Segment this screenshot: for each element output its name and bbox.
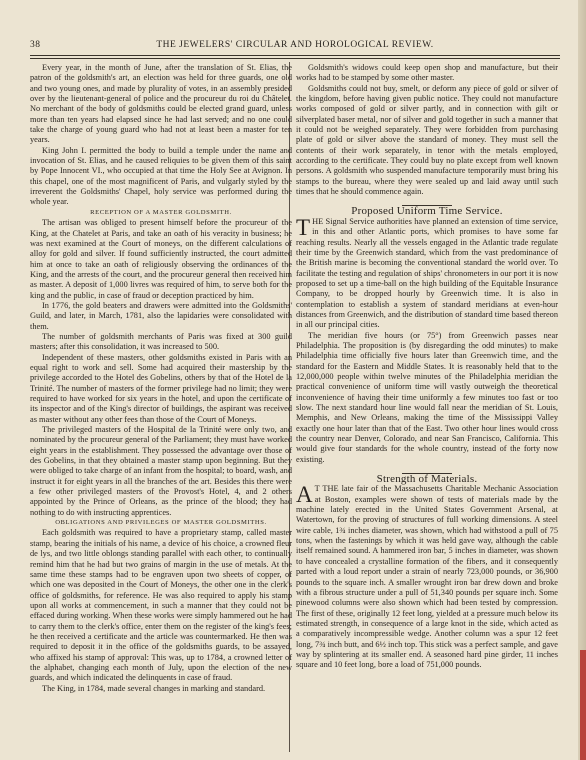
paragraph: Each goldsmith was required to have a proprietary stamp, called master stamp, bearing the initials of his name, a device of his choice, a crowned fleur de lys, and two little oblongs standing parallel with each other, to continually remind him that he had but two grains of margin in the use of metals. At the same time these stamps had to be engraven upon two sheets of copper, of which one was deposited in the Court of Moneys, the other one in the clerk's office of goldsmiths, for reference. He was also required to apply his stamp upon all works at commencement, in such a manner that they could not be effaced during working. When these works were simply hammered out he had to carry them to the clerk's office, enter them on the register of the king's fees; he then received a certificate and the article was countermarked. He then was required to deposit it in the office of the goldsmiths guards, to be assayed, who affixed his stamp of approval: This was, up to 1784, a crowned letter of the alphabet, changing each month of July, upon the election of the new guards, and which indicated the delinquents in case of fraud. bbox=[30, 528, 292, 683]
drop-cap: A bbox=[296, 482, 313, 508]
header-rule-2 bbox=[30, 58, 560, 59]
paragraph: The number of goldsmith merchants of Paris was fixed at 300 guild masters; after this consolidation, it was increased to 500. bbox=[30, 331, 292, 352]
page-number: 38 bbox=[30, 40, 41, 50]
binding-edge bbox=[580, 650, 586, 760]
drop-cap: T bbox=[296, 214, 311, 240]
paragraph: Goldsmiths could not buy, smelt, or deform any piece of gold or silver of the kingdom, before having given public notice. They could not manufacture works composed of gold or silver partly, and in connection with gilt or silverplated baser metal, nor of silver and gold together in such a manner that it could not be weighed separately. They were forbidden from purchasing plate of gold or silver above the standard of money. They must sell the contents of their work separately, in tenor with the metals employed, according to the certificate. They could buy no plate except from well known persons. A goldsmith who suspended manufacture temporarily must bring his stamps to the bureau, where they were sealed up and laid away until such times that he should commence again. bbox=[296, 83, 558, 197]
paragraph-text: T THE late fair of the Massachusetts Charitable Mechanic Association at Boston, examples were shown of tests of materials made by the machine lately erected in the United States Government Arsenal, at Watertown, for the proving of structures of full working dimensions. A steel wire cable, 1¾ inches diameter, was shown, which had withstood a pull of 75 tons, when the fastenings by which it was held gave way, although the cable itself remained sound. A hammered iron bar, 5 inches in diameter, was shown to have concealed a crystalline formation of the fibers, and it consequently parted with a loud report under a strain of nearly 723,000 pounds, or 36,900 pounds to the square inch. A smaller wrought iron bar drew down and broke with a fibrous structure under a pull of 51,340 pounds per square inch. Some pinewood columns were also shown which had been tested by compression. The first of these, originally 12 feet long, yielded at a pressure much below its estimated strength, in consequence of a large knot in the side, which acted as a comparatively incompressible wedge. Another column was a spur 12 feet long, 7¾ inch butt, and 6½ inch top. This stick was a perfect sample, and gave way by splintering at its smaller end. A seasoned hard pine girder, 11 inches square and 10 feet long, bore a load of 751,000 pounds. bbox=[296, 484, 558, 670]
paragraph bbox=[296, 484, 558, 670]
paragraph: In 1776, the gold beaters and drawers were admitted into the Goldsmiths' Guild, and later, in March, 1781, also the lapidaries were consolidated with them. bbox=[30, 300, 292, 331]
paragraph bbox=[296, 214, 558, 331]
right-column bbox=[296, 63, 558, 671]
paragraph: The privileged masters of the Hospital de la Trinité were only two, and nominated by the procureur general of the Parliament; they must have worked eight years in the establishment. They possessed the advantage over those of des Gobelins, in that they obtained a master stamp upon beginning. But they were obliged to take charge of an infant from the hospital; to board, wash, and instruct it for eight years in all the branches of the art. Besides this there were a few other privileged masters of the Provost's Hotel, 4, and 2 others appointed by the Prince of Orleans, as the prince of the blood; they had nothing to do with instructing apprentices. bbox=[30, 425, 292, 517]
paragraph: The King, in 1784, made several changes in marking and standard. bbox=[42, 683, 266, 693]
section-title-strength-materials: Strength of Materials. bbox=[376, 473, 478, 486]
left-column bbox=[30, 63, 292, 694]
paragraph: Every year, in the month of June, after the translation of St. Elias, the patron of the goldsmith's art, an election was held for three guards, one old and two young ones, and made by plurality of votes, in an assembly presided over by the lieutenant-general of police and the procureur du roi du Châtelet. No merchant of the body of goldsmiths could be elected grand guard, unless more than ten years had elapsed since he had last served; and no one could take the charge of young guard who had not at least been a master for ten years. bbox=[30, 63, 292, 145]
paragraph: Goldsmith's widows could keep open shop and manufacture, but their works had to be stamped by some other master. bbox=[296, 63, 558, 83]
subheading: RECEPTION OF A MASTER GOLDSMITH. bbox=[90, 208, 232, 216]
journal-title: THE JEWELERS' CIRCULAR AND HOROLOGICAL REVIEW. bbox=[156, 40, 434, 50]
paragraph-text: HE Signal Service authorities have planned an extension of time service, in this and other Atlantic ports, which promises to have some far reaching results. Nearly all the vessels engaged in the Atlantic trade regulate their time by the Greenwich standard, which from the vast predominance of the British marine is becoming the conventional standard the world over. To facilitate the testing and regulation of ships' chronometers in our port it is now proposed to set up a time-ball on the high building of the Equitable Insurance Company, to be dropped hourly by Greenwich time. It is also in contemplation to establish a system of standard meridians at even-hour distances from Greenwich, and the distribution of standard time based thereon in all our principal cities. bbox=[296, 216, 558, 330]
section-title-time-service: Proposed Uniform Time Service. bbox=[351, 205, 503, 218]
paragraph: The meridian five hours (or 75°) from Greenwich passes near Philadelphia. The proposition is (by disregarding the odd minutes) to make Philadelphia time officially five hours later than Greenwich time, and the standard for the Eastern and Middle States. It is reasonably held that to the 12,000,000 people within twelve minutes of the Philadelphia meridian the practical convenience of uniform time will vastly outweigh the theoretical inconvenience of having their time uniformly a few minutes too fast or too slow. The next standard hour line would fall near the meridian of St. Louis, Memphis, and New Orleans, making the time of the Mississippi Valley exactly one hour later than that of the East. Two other hour lines would cross the country near Denver, Colorado, and near San Francisco, California. This would give four standards for the whole country, instead of the forty now existing. bbox=[296, 330, 558, 464]
header-rule bbox=[30, 55, 560, 56]
page-edge bbox=[578, 0, 586, 760]
paragraph: Independent of these masters, other goldsmiths existed in Paris with an equal right to work and sell. Some had acquired their mastership by the privilege accorded to the Hotel des Gobelins, others by that of the Hotel de la Trinité. The number of masters of the former privilege had no limit; they were required to have worked for six years in the hotel, and upon the certificate of its inspector and of the King's director of buildings, the aspirant was received as master without any other fees than those of the Court of Moneys. bbox=[30, 352, 292, 424]
paragraph: The artisan was obliged to present himself before the procureur of the King, at the Chatelet at Paris, and take an oath of his veracity in business; he was next examined at the Court of moneys, on the different calculations of alloy for gold and silver. If found sufficiently instructed, the court admitted him at once to take an oath of religiously observing the ordinances of the King, and the arrests of the court, and the procureur general then received him as master. A deposit of 1,000 livres was required of him, to serve both for the king and the public, in case of fraud or deception practiced by him. bbox=[30, 218, 292, 300]
subheading: OBLIGATIONS AND PRIVILEGES OF MASTER GOLDSMITHS. bbox=[55, 519, 267, 527]
running-header bbox=[30, 40, 560, 54]
paragraph: King John I. permitted the body to build a temple under the name and invocation of St. Elias, and he caused reliquies to be given them of this saint by Pope Innocent VI., who occupied at that time the Holy See at Avignon. In this chapel, one of the most magnificent of Paris, and vulgarly styled by the irreverent the Goldsmiths' Chapel, holy service was performed during the whole year. bbox=[30, 145, 292, 207]
